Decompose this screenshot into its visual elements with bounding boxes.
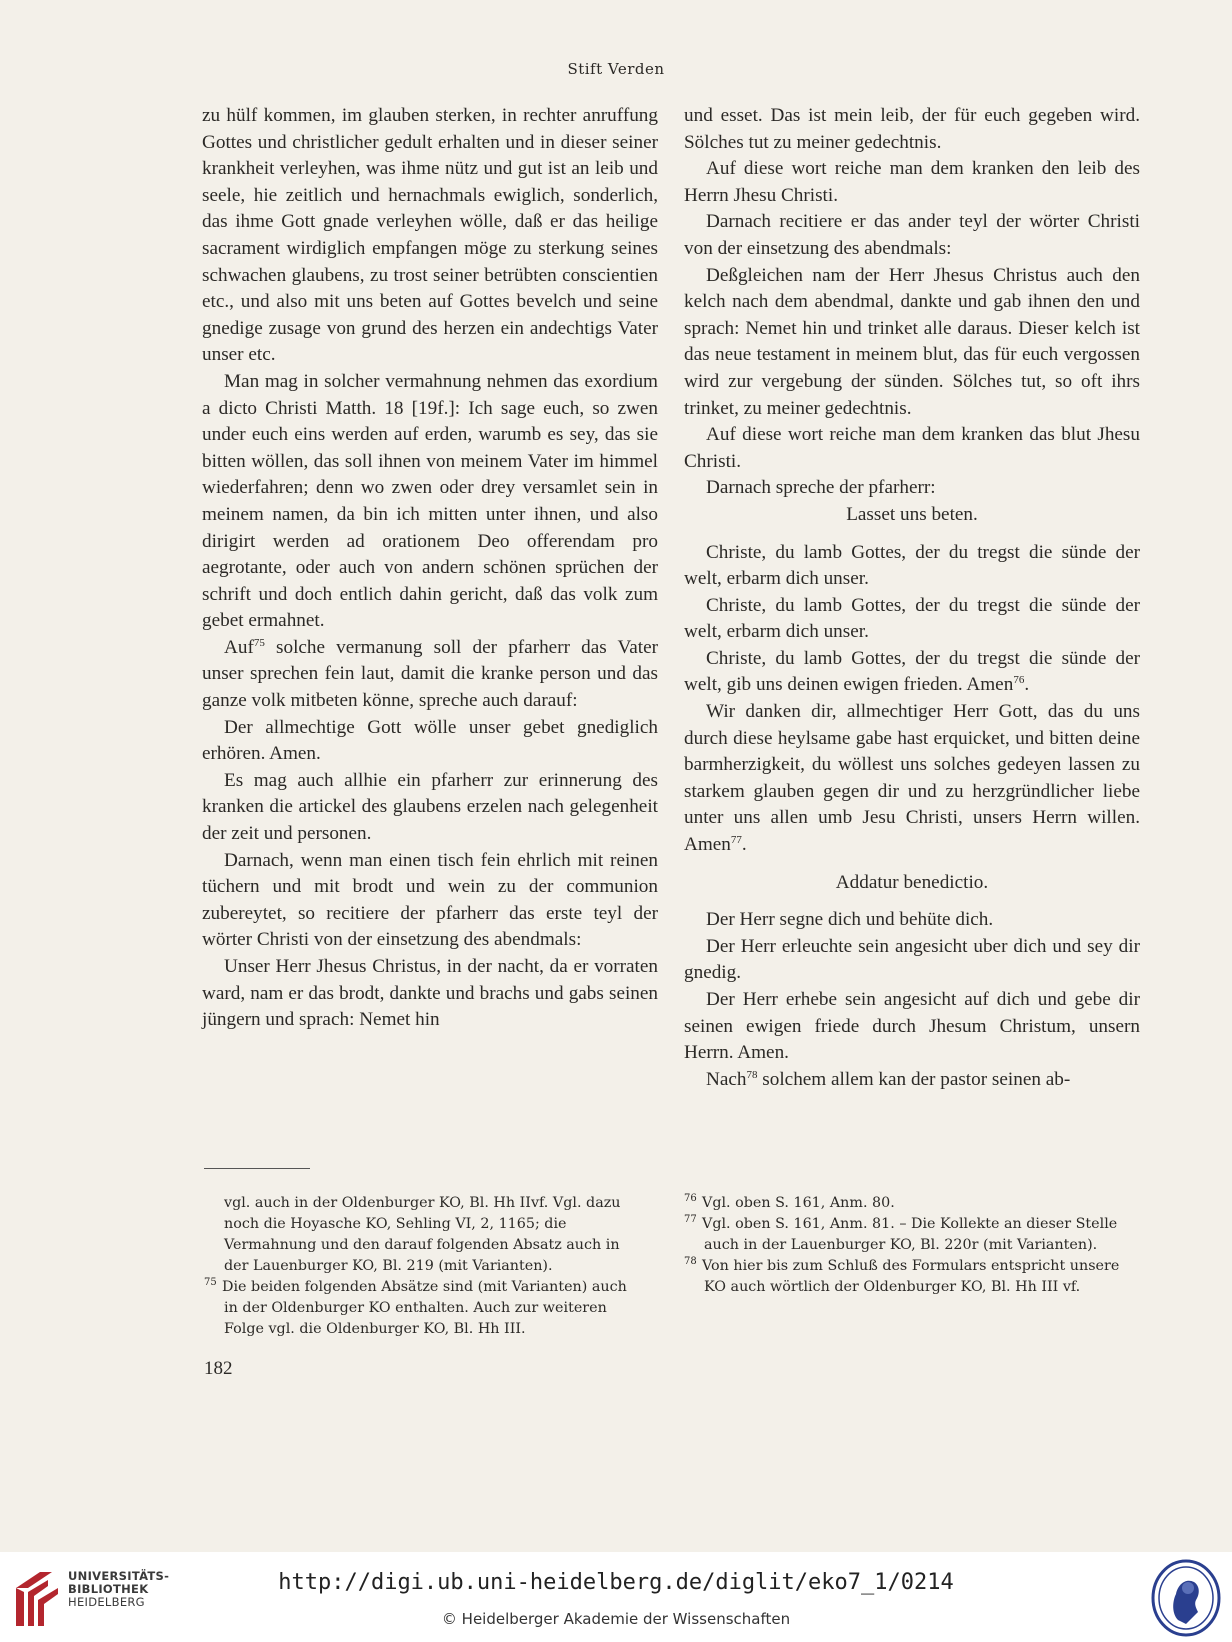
- digitization-footer: [0, 1552, 1232, 1642]
- footnote: $^{78}$ Von hier bis zum Schluß des Formulars entspricht unsere KO auch wörtlich der Oldenburger KO, Bl. Hh III vf.: [684, 1256, 1120, 1295]
- paragraph: Christe, du lamb Gottes, der du tregst die sünde der welt, erbarm dich unser.: [684, 541, 1140, 590]
- paragraph-text: Wir danken dir, allmechtiger Herr Gott, das du uns durch diese heylsame gabe hast erquicket, und bitten deine barmherzigkeit, du wöllest uns solches gedeyen lassen zu starkem glauben gegen dir und zu herzgründlicher liebe unter uns allen umb Jesu Christi, unsers Herrn willen. Amen: [684, 701, 1140, 856]
- footnote-ref[interactable]: 76: [1013, 674, 1025, 687]
- library-name-line: UNIVERSITÄTS-: [68, 1569, 170, 1583]
- paragraph-start: Nach: [706, 1068, 747, 1090]
- footnote-divider: [204, 1168, 310, 1169]
- footnote: $^{75}$ Die beiden folgenden Absätze sind (mit Varianten) auch in der Oldenburger KO enthalten. Auch zur weiteren Folge vgl. die Oldenburger KO, Bl. Hh III.: [204, 1277, 627, 1337]
- footnotes-right: [684, 1193, 1120, 1298]
- prayer-heading: Lasset uns beten.: [846, 503, 978, 525]
- paragraph: Man mag in solcher vermahnung nehmen das exordium a dicto Christi Matth. 18 [19f.]: Ich sage euch, so zwen under euch eins werden auf erden, warumb es sey, das sie bitten wöllen, das soll ihnen von meinem Vater im himmel wiederfahren; denn wo zwen oder drey versamlet sein in meinem namen, da bin ich mitten unter ihnen, und also dirigirt werden ad orationem Deo offerendam pro aegrotante, oder auch von andern schönen sprüchen der schrift und doch entlich dahin gericht, daß das volk zum gebet ermahnet.: [202, 370, 658, 632]
- paragraph: Wir danken dir, allmechtiger Herr Gott, das du uns durch diese heylsame gabe hast erquicket, und bitten deine barmherzigkeit, du wöllest uns solches gedeyen lassen zu starkem glauben gegen dir und zu herzgründlicher liebe unter uns allen umb Jesu Christi, unsers Herrn willen. Amen$^{77}$.: [684, 701, 1140, 856]
- paragraph: Unser Herr Jhesus Christus, in der nacht, da er vorraten ward, nam er das brodt, dankte und brachs und gabs seinen jüngern und sprach: Nemet hin: [202, 956, 658, 1031]
- library-name-line: BIBLIOTHEK: [68, 1582, 149, 1596]
- paragraph: Darnach recitiere er das ander teyl der wörter Christi von der einsetzung des abendmals:: [684, 211, 1140, 259]
- academy-seal-icon: [1150, 1558, 1222, 1638]
- library-name-line: HEIDELBERG: [68, 1595, 145, 1609]
- right-text-column: [684, 103, 1140, 1093]
- paragraph: und esset. Das ist mein leib, der für euch gegeben wird. Sölches tut zu meiner gedechtnis.: [684, 105, 1140, 153]
- paragraph: [202, 635, 658, 715]
- left-text-column: [202, 103, 658, 1034]
- footnote-ref[interactable]: 77: [730, 834, 742, 847]
- paragraph: Christe, du lamb Gottes, der du tregst die sünde der welt, gib uns deinen ewigen frieden. Amen$^{76}$.: [684, 647, 1140, 696]
- footnote: $^{77}$ Vgl. oben S. 161, Anm. 81. – Die Kollekte an dieser Stelle auch in der Lauenburger KO, Bl. 220r (mit Varianten).: [684, 1214, 1118, 1253]
- paragraph-start: Auf: [224, 636, 254, 658]
- paragraph: Es mag auch allhie ein pfarherr zur erinnerung des kranken die artickel des glaubens erzelen nach gelegenheit der zeit und personen.: [202, 769, 658, 845]
- footnote-text: Vgl. oben S. 161, Anm. 81. – Die Kollekte an dieser Stelle auch in der Lauenburger KO, Bl. 220r (mit Varianten).: [702, 1216, 1118, 1253]
- paragraph-text: Christe, du lamb Gottes, der du tregst die sünde der welt, gib uns deinen ewigen frieden. Amen: [684, 647, 1140, 696]
- paragraph: Darnach, wenn man einen tisch fein ehrlich mit reinen tüchern und mit brodt und wein zu der communion zubereytet, so recitiere der pfarherr das erste teyl der wörter Christi von der einsetzung des abendmals:: [202, 849, 658, 951]
- copyright-notice: © Heidelberger Akademie der Wissenschaften: [441, 1610, 791, 1628]
- paragraph: Auf diese wort reiche man dem kranken das blut Jhesu Christi.: [684, 424, 1140, 472]
- page-number: 182: [204, 1358, 233, 1379]
- section-heading: Addatur benedictio.: [835, 871, 989, 893]
- paragraph: Darnach spreche der pfarherr:: [706, 477, 936, 499]
- footnotes-left: [204, 1193, 640, 1340]
- footnote-text: Vgl. oben S. 161, Anm. 80.: [702, 1195, 895, 1211]
- footnote: $^{76}$ Vgl. oben S. 161, Anm. 80.: [684, 1193, 895, 1211]
- source-url-link[interactable]: http://digi.ub.uni-heidelberg.de/diglit/eko7_1/0214: [278, 1570, 954, 1595]
- paragraph-text: solche vermanung soll der pfarherr das Vater unser sprechen fein laut, damit die kranke person und das ganze volk mitbeten könne, spreche auch darauf:: [202, 636, 658, 712]
- paragraph: Der allmechtige Gott wölle unser gebet gnediglich erhören. Amen.: [202, 716, 658, 765]
- running-header: Stift Verden: [567, 60, 665, 78]
- paragraph: Der Herr erhebe sein angesicht auf dich und gebe dir seinen ewigen friede durch Jhesum Christum, unsern Herrn. Amen.: [684, 989, 1140, 1064]
- paragraph: Auf diese wort reiche man dem kranken den leib des Herrn Jhesu Christi.: [684, 158, 1140, 206]
- paragraph: [684, 1067, 1140, 1094]
- paragraph-text: solchem allem kan der pastor seinen ab-: [757, 1068, 1071, 1090]
- paragraph: Der Herr erleuchte sein angesicht uber dich und sey dir gnedig.: [684, 935, 1140, 984]
- footnote-ref[interactable]: 75: [253, 636, 265, 649]
- footnote-continuation: vgl. auch in der Oldenburger KO, Bl. Hh IIvf. Vgl. dazu noch die Hoyasche KO, Sehling VI, 2, 1165; die Vermahnung und den darauf folgenden Absatz auch in der Lauenburger KO, Bl. 219 (mit Varianten).: [224, 1195, 621, 1274]
- paragraph: Deßgleichen nam der Herr Jhesus Christus auch den kelch nach dem abendmal, dankte und gab ihnen den und sprach: Nemet hin und trinket alle daraus. Dieser kelch ist das neue testament in meinem blut, das für euch vergossen wird zur vergebung der sünden. Sölches tut, so oft ihrs trinket, zu meiner gedechtnis.: [684, 264, 1140, 419]
- footnote-text: Die beiden folgenden Absätze sind (mit Varianten) auch in der Oldenburger KO enthalten. Auch zur weiteren Folge vgl. die Oldenburger KO, Bl. Hh III.: [222, 1279, 627, 1337]
- footnote-text: Von hier bis zum Schluß des Formulars entspricht unsere KO auch wörtlich der Oldenburger KO, Bl. Hh III vf.: [702, 1258, 1120, 1295]
- footnote-ref[interactable]: 78: [746, 1068, 758, 1081]
- paragraph: zu hülf kommen, im glauben sterken, in rechter anruffung Gottes und christlicher gedult erhalten und in dieser seiner krankheit verleyhen, was ihme nütz und gut ist an leib und seele, hie zeitlich und hernachmals ewiglich, sonderlich, das ihme Gott gnade verleyhen wölle, daß er das heilige sacrament wirdiglich empfangen möge zu sterkung seines schwachen glaubens, zu trost seiner betrübten conscientien etc., und also mit uns beten auf Gottes bevelch und seine gnedige zusage von grund des herzen ein andechtigs Vater unser etc.: [202, 105, 658, 366]
- paragraph: Christe, du lamb Gottes, der du tregst die sünde der welt, erbarm dich unser.: [684, 594, 1140, 643]
- paragraph: Der Herr segne dich und behüte dich.: [706, 909, 994, 931]
